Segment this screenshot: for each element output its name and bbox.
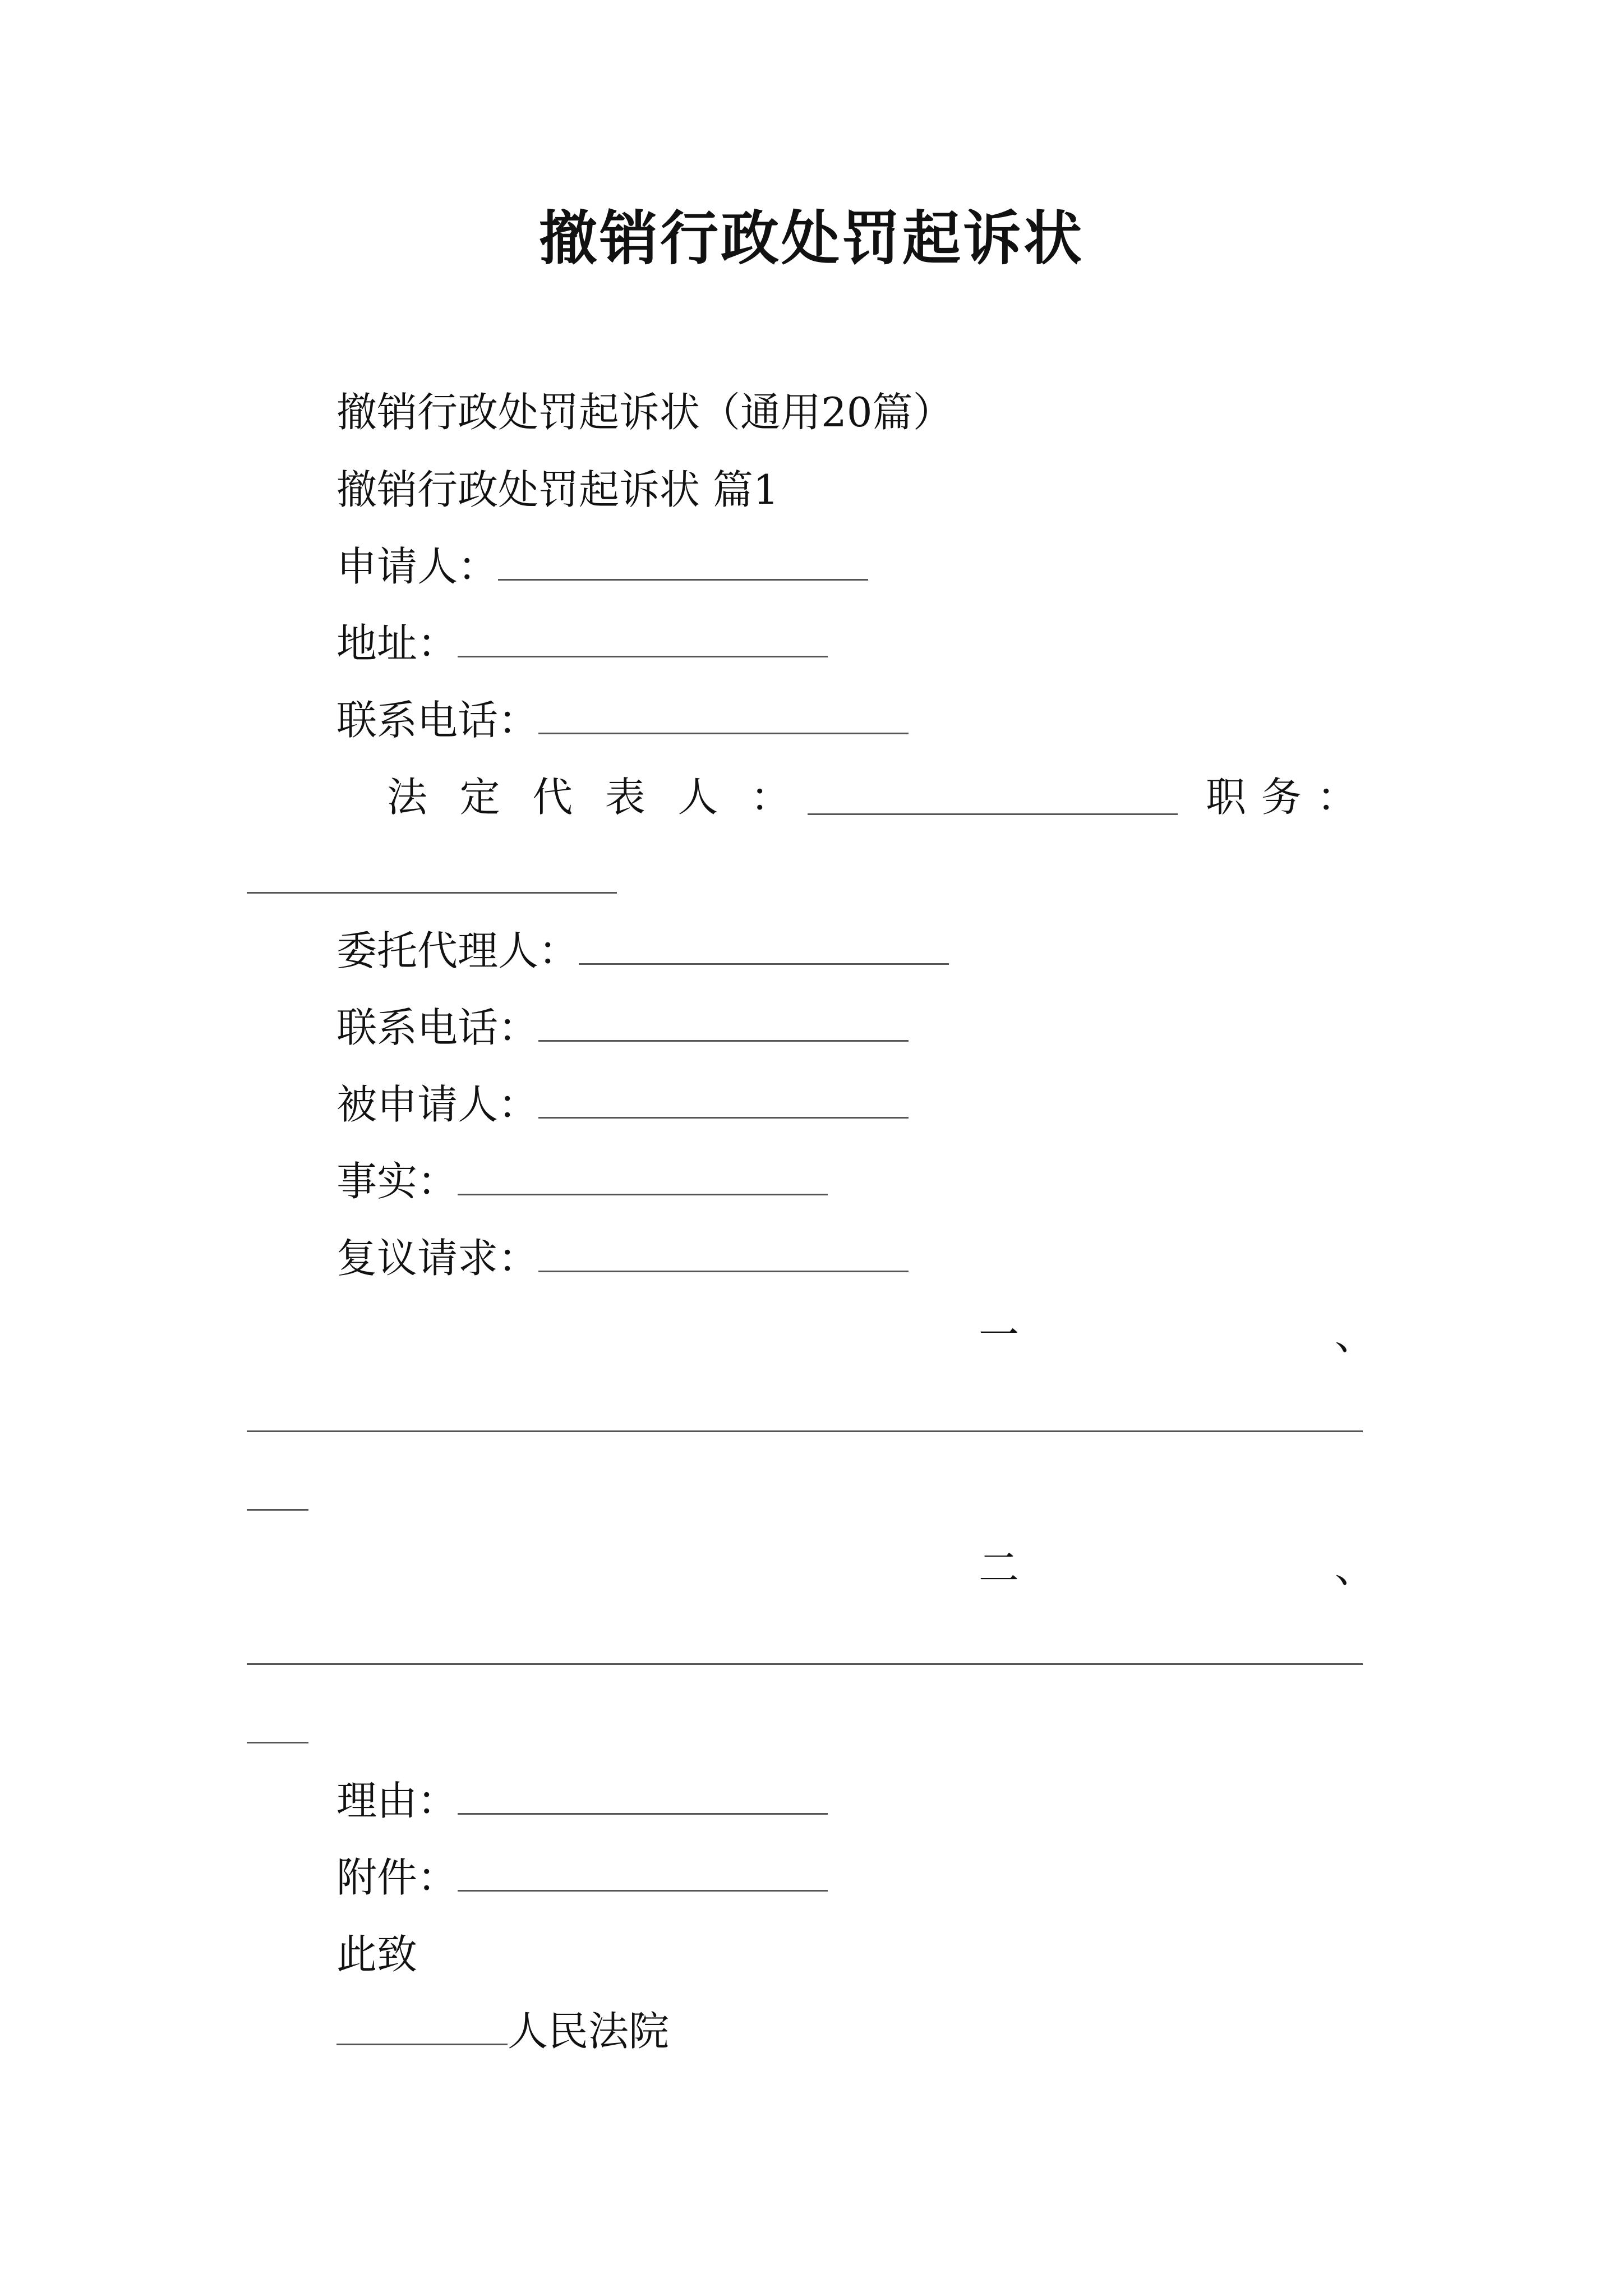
address-blank[interactable] bbox=[458, 622, 828, 657]
legal-rep-blank[interactable] bbox=[808, 813, 1178, 815]
legal-rep-char: ： bbox=[750, 774, 791, 821]
agent-label: 委托代理人： bbox=[336, 927, 579, 974]
reason-label: 理由： bbox=[336, 1777, 458, 1824]
position-label bbox=[1206, 769, 1357, 825]
court-row bbox=[336, 2003, 669, 2059]
closing: 此致 bbox=[336, 1931, 418, 1978]
phone-label: 联系电话： bbox=[336, 697, 539, 744]
position-blank[interactable] bbox=[247, 892, 617, 894]
legal-rep-char: 人 bbox=[677, 774, 718, 821]
court-blank[interactable] bbox=[336, 2010, 508, 2045]
facts-label: 事实： bbox=[336, 1158, 458, 1205]
applicant-blank[interactable] bbox=[498, 545, 868, 581]
item2-separator: 、 bbox=[1335, 1544, 1376, 1591]
facts-row bbox=[336, 1153, 828, 1209]
legal-rep-char: 表 bbox=[605, 774, 645, 821]
legal-rep-label bbox=[387, 769, 791, 825]
item1-separator: 、 bbox=[1335, 1312, 1376, 1359]
item1-blank[interactable] bbox=[247, 1430, 1363, 1432]
position-char: 职 bbox=[1206, 774, 1247, 821]
document-subtitle: 撤销行政处罚起诉状（通用20篇） bbox=[336, 389, 953, 436]
position-char: ： bbox=[1316, 774, 1357, 821]
agent-blank[interactable] bbox=[579, 930, 949, 965]
attachment-blank[interactable] bbox=[458, 1856, 828, 1892]
request-row bbox=[336, 1230, 909, 1286]
court-suffix: 人民法院 bbox=[508, 2008, 670, 2055]
legal-rep-char: 代 bbox=[532, 774, 573, 821]
legal-rep-char: 定 bbox=[459, 774, 500, 821]
item2-blank[interactable] bbox=[247, 1663, 1363, 1665]
request-blank[interactable] bbox=[538, 1237, 909, 1272]
item1-blank-tail[interactable] bbox=[247, 1509, 308, 1511]
legal-rep-char: 法 bbox=[387, 774, 428, 821]
reason-blank[interactable] bbox=[458, 1779, 828, 1815]
item1-number: 一 bbox=[979, 1312, 1020, 1359]
applicant-label: 申请人： bbox=[336, 543, 499, 590]
reason-row bbox=[336, 1773, 828, 1829]
phone-blank[interactable] bbox=[538, 699, 909, 734]
respondent-label: 被申请人： bbox=[336, 1081, 539, 1128]
position-char: 务 bbox=[1261, 774, 1302, 821]
section-heading: 撤销行政处罚起诉状 篇1 bbox=[336, 466, 779, 513]
document-title: 撤销行政处罚起诉状 bbox=[538, 204, 1084, 273]
address-row bbox=[336, 615, 828, 671]
attachment-row bbox=[336, 1849, 828, 1906]
respondent-row bbox=[336, 1076, 909, 1133]
item2-blank-tail[interactable] bbox=[247, 1742, 308, 1743]
phone2-blank[interactable] bbox=[538, 1006, 909, 1042]
applicant-row bbox=[336, 539, 868, 595]
phone-row bbox=[336, 692, 909, 748]
item2-number: 二 bbox=[979, 1544, 1020, 1591]
phone2-label: 联系电话： bbox=[336, 1004, 539, 1051]
phone2-row bbox=[336, 1000, 909, 1056]
agent-row bbox=[336, 923, 949, 979]
attachment-label: 附件： bbox=[336, 1854, 458, 1901]
request-label: 复议请求： bbox=[336, 1235, 539, 1282]
respondent-blank[interactable] bbox=[538, 1083, 909, 1119]
facts-blank[interactable] bbox=[458, 1160, 828, 1195]
address-label: 地址： bbox=[336, 620, 458, 667]
